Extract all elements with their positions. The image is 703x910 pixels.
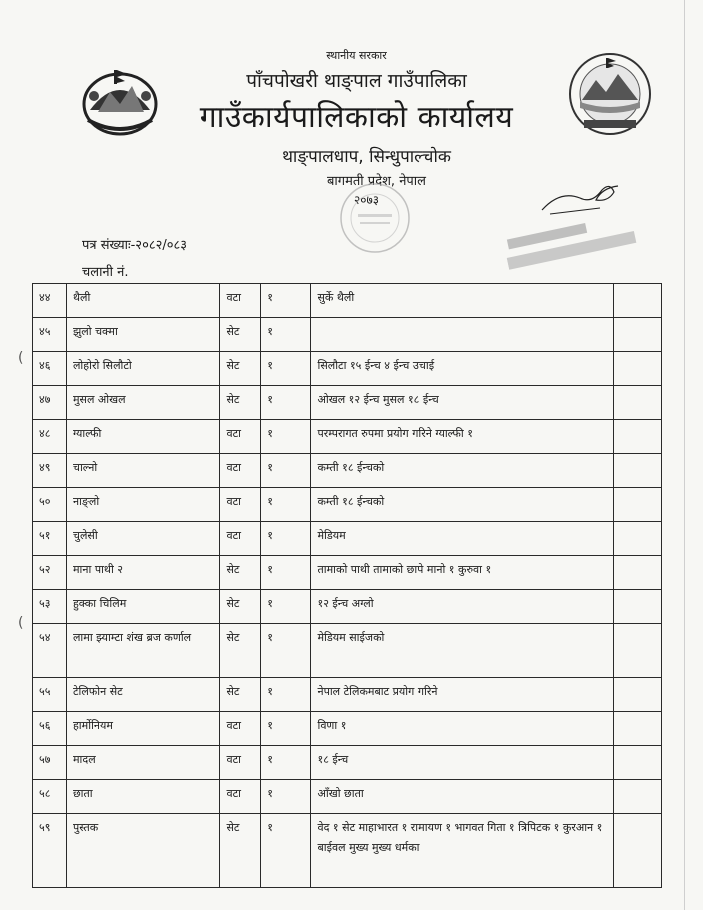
table-row	[33, 780, 662, 814]
office-location: थाङ्पालधाप, सिन्धुपाल्चोक	[282, 147, 451, 167]
quantity-cell: १	[261, 814, 311, 888]
description-cell: मेडियम साईजको	[311, 624, 614, 678]
quantity-cell: १	[261, 488, 311, 522]
description-cell: १२ ईन्च अग्लो	[311, 590, 614, 624]
serial-number-cell: ५६	[33, 712, 67, 746]
serial-number-cell: ४९	[33, 454, 67, 488]
description-cell: मेडियम	[311, 522, 614, 556]
description-cell: वेद १ सेट माहाभारत १ रामायण १ भागवत गिता १ त्रिपिटक १ कुरआन १ बाईवल मुख्य मुख्य धर्मका	[311, 814, 614, 888]
quantity-cell: १	[261, 746, 311, 780]
description-cell: नेपाल टेलिकमबाट प्रयोग गरिने	[311, 678, 614, 712]
quantity-cell: १	[261, 386, 311, 420]
item-name-cell: मादल	[66, 746, 220, 780]
description-cell: ओखल १२ ईन्च मुसल १८ ईन्च	[311, 386, 614, 420]
unit-cell: वटा	[220, 780, 261, 814]
quantity-cell: १	[261, 318, 311, 352]
unit-cell: वटा	[220, 522, 261, 556]
dispatch-number: चलानी नं.	[82, 265, 129, 280]
serial-number-cell: ५१	[33, 522, 67, 556]
description-cell: सुर्के थैली	[311, 284, 614, 318]
remarks-cell	[614, 454, 662, 488]
item-name-cell: चाल्नो	[66, 454, 220, 488]
serial-number-cell: ५०	[33, 488, 67, 522]
description-cell: आँखो छाता	[311, 780, 614, 814]
quantity-cell: १	[261, 420, 311, 454]
unit-cell: वटा	[220, 746, 261, 780]
table-row	[33, 678, 662, 712]
item-name-cell: नाङ्लो	[66, 488, 220, 522]
item-name-cell: पुस्तक	[66, 814, 220, 888]
serial-number-cell: ५७	[33, 746, 67, 780]
remarks-cell	[614, 522, 662, 556]
margin-mark: (	[18, 350, 24, 366]
unit-cell: सेट	[220, 352, 261, 386]
table-row	[33, 386, 662, 420]
remarks-cell	[614, 814, 662, 888]
quantity-cell: १	[261, 780, 311, 814]
table-row	[33, 556, 662, 590]
description-cell: सिलौटा १५ ईन्च ४ ईन्च उचाई	[311, 352, 614, 386]
serial-number-cell: ४५	[33, 318, 67, 352]
unit-cell: वटा	[220, 488, 261, 522]
quantity-cell: १	[261, 590, 311, 624]
unit-cell: वटा	[220, 454, 261, 488]
established-year: २०७३	[354, 193, 379, 207]
serial-number-cell: ४६	[33, 352, 67, 386]
table-row	[33, 624, 662, 678]
item-name-cell: झुलो चक्मा	[66, 318, 220, 352]
unit-cell: वटा	[220, 712, 261, 746]
margin-mark: (	[18, 615, 24, 631]
unit-cell: वटा	[220, 420, 261, 454]
quantity-cell: १	[261, 556, 311, 590]
quantity-cell: १	[261, 454, 311, 488]
quantity-cell: १	[261, 352, 311, 386]
serial-number-cell: ४४	[33, 284, 67, 318]
unit-cell: सेट	[220, 386, 261, 420]
unit-cell: सेट	[220, 556, 261, 590]
description-cell: १८ ईन्च	[311, 746, 614, 780]
table-row	[33, 488, 662, 522]
table-row	[33, 352, 662, 386]
unit-cell: सेट	[220, 678, 261, 712]
table-row	[33, 712, 662, 746]
office-stamp-icon	[330, 178, 420, 258]
item-name-cell: मुसल ओखल	[66, 386, 220, 420]
serial-number-cell: ५४	[33, 624, 67, 678]
table-row	[33, 420, 662, 454]
unit-cell: सेट	[220, 814, 261, 888]
remarks-cell	[614, 488, 662, 522]
serial-number-cell: ५३	[33, 590, 67, 624]
remarks-cell	[614, 746, 662, 780]
quantity-cell: १	[261, 624, 311, 678]
table-row	[33, 522, 662, 556]
remarks-cell	[614, 678, 662, 712]
quantity-cell: १	[261, 678, 311, 712]
description-cell: कम्ती १८ ईन्चको	[311, 454, 614, 488]
description-cell: तामाको पाथी तामाको छापे मानो १ कुरुवा १	[311, 556, 614, 590]
remarks-cell	[614, 386, 662, 420]
table-row	[33, 318, 662, 352]
item-name-cell: हुक्का चिलिम	[66, 590, 220, 624]
remarks-cell	[614, 624, 662, 678]
table-row	[33, 814, 662, 888]
unit-cell: सेट	[220, 318, 261, 352]
serial-number-cell: ५८	[33, 780, 67, 814]
province-label: बागमती प्रदेश, नेपाल	[327, 174, 426, 189]
remarks-cell	[614, 590, 662, 624]
serial-number-cell: ४८	[33, 420, 67, 454]
municipality-name: पाँचपोखरी थाङ्पाल गाउँपालिका	[246, 70, 467, 92]
remarks-cell	[614, 780, 662, 814]
description-cell: परम्परागत रुपमा प्रयोग गरिने ग्याल्फी १	[311, 420, 614, 454]
description-cell	[311, 318, 614, 352]
item-name-cell: टेलिफोन सेट	[66, 678, 220, 712]
table-row	[33, 746, 662, 780]
office-title: गाउँकार्यपालिकाको कार्यालय	[199, 100, 514, 135]
serial-number-cell: ५९	[33, 814, 67, 888]
remarks-cell	[614, 420, 662, 454]
local-government-label: स्थानीय सरकार	[326, 49, 387, 62]
item-name-cell: ग्याल्फी	[66, 420, 220, 454]
quantity-cell: १	[261, 712, 311, 746]
item-name-cell: छाता	[66, 780, 220, 814]
reference-number: पत्र संख्याः-२०८२/०८३	[82, 238, 188, 253]
serial-number-cell: ४७	[33, 386, 67, 420]
inventory-table	[32, 283, 662, 888]
quantity-cell: १	[261, 284, 311, 318]
table-row	[33, 454, 662, 488]
remarks-cell	[614, 712, 662, 746]
item-name-cell: थैली	[66, 284, 220, 318]
table-row	[33, 590, 662, 624]
item-name-cell: हार्मोनियम	[66, 712, 220, 746]
serial-number-cell: ५५	[33, 678, 67, 712]
unit-cell: वटा	[220, 284, 261, 318]
description-cell: विणा १	[311, 712, 614, 746]
item-name-cell: लोहोरो सिलौटो	[66, 352, 220, 386]
item-name-cell: माना पाथी २	[66, 556, 220, 590]
remarks-cell	[614, 352, 662, 386]
item-name-cell: लामा झ्याम्टा शंख ब्रज कर्णाल	[66, 624, 220, 678]
table-row	[33, 284, 662, 318]
description-cell: कम्ती १८ ईन्चको	[311, 488, 614, 522]
quantity-cell: १	[261, 522, 311, 556]
unit-cell: सेट	[220, 624, 261, 678]
remarks-cell	[614, 318, 662, 352]
item-name-cell: चुलेसी	[66, 522, 220, 556]
unit-cell: सेट	[220, 590, 261, 624]
remarks-cell	[614, 556, 662, 590]
remarks-cell	[614, 284, 662, 318]
serial-number-cell: ५२	[33, 556, 67, 590]
